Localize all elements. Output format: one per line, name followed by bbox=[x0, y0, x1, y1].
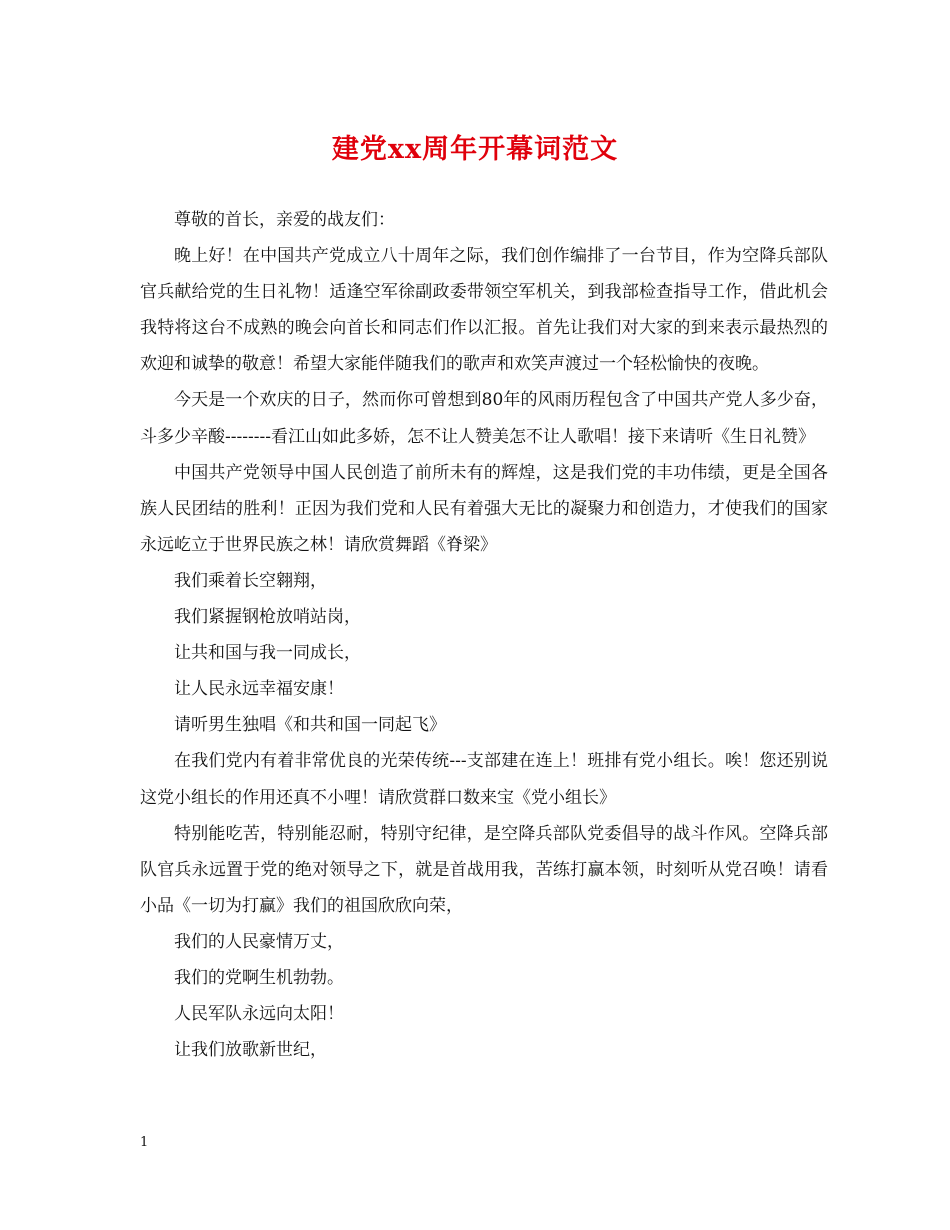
paragraph: 在我们党内有着非常优良的光荣传统---支部建在连上！班排有党小组长。唉！您还别说这党小组长的作用还真不小哩！请欣赏群口数来宝《党小组长》 bbox=[140, 751, 828, 808]
paragraph: 我们紧握钢枪放哨站岗， bbox=[174, 607, 361, 628]
document-title: 建党xx周年开幕词范文 bbox=[331, 134, 619, 165]
paragraph: 我们的党啊生机勃勃。 bbox=[174, 967, 344, 988]
paragraph: 人民军队永远向太阳！ bbox=[174, 1004, 344, 1025]
paragraph: 中国共产党领导中国人民创造了前所未有的辉煌，这是我们党的丰功伟绩，更是全国各族人民团结的胜利！正因为我们党和人民有着强大无比的凝聚力和创造力，才使我们的国家永远屹立于世界民族之林！请欣赏舞蹈《脊梁》 bbox=[140, 462, 828, 555]
paragraph: 我们乘着长空翱翔， bbox=[174, 570, 327, 591]
document-body bbox=[140, 202, 828, 1068]
paragraph: 特别能吃苦，特别能忍耐，特别守纪律，是空降兵部队党委倡导的战斗作风。空降兵部队官兵永远置于党的绝对领导之下，就是首战用我，苦练打赢本领，时刻听从党召唤！请看小品《一切为打赢》我们的祖国欣欣向荣， bbox=[140, 823, 828, 916]
paragraph: 让共和国与我一同成长， bbox=[174, 643, 361, 664]
page-number: 1 bbox=[140, 1135, 149, 1150]
paragraph: 晚上好！在中国共产党成立八十周年之际，我们创作编排了一台节目，作为空降兵部队官兵献给党的生日礼物！适逢空军徐副政委带领空军机关，到我部检查指导工作，借此机会我特将这台不成熟的晚会向首长和同志们作以汇报。首先让我们对大家的到来表示最热烈的欢迎和诚挚的敬意！希望大家能伴随我们的歌声和欢笑声渡过一个轻松愉快的夜晚。 bbox=[140, 246, 828, 375]
paragraph: 让我们放歌新世纪， bbox=[174, 1040, 327, 1061]
paragraph: 今天是一个欢庆的日子，然而你可曾想到80年的风雨历程包含了中国共产党人多少奋，斗多少辛酸--------看江山如此多娇，怎不让人赞美怎不让人歌唱！接下来请听《生日礼赞》 bbox=[140, 390, 828, 447]
paragraph: 我们的人民豪情万丈， bbox=[174, 931, 344, 952]
paragraph: 尊敬的首长，亲爱的战友们： bbox=[174, 210, 395, 230]
paragraph: 让人民永远幸福安康！ bbox=[174, 679, 344, 700]
paragraph: 请听男生独唱《和共和国一同起飞》 bbox=[174, 715, 446, 736]
